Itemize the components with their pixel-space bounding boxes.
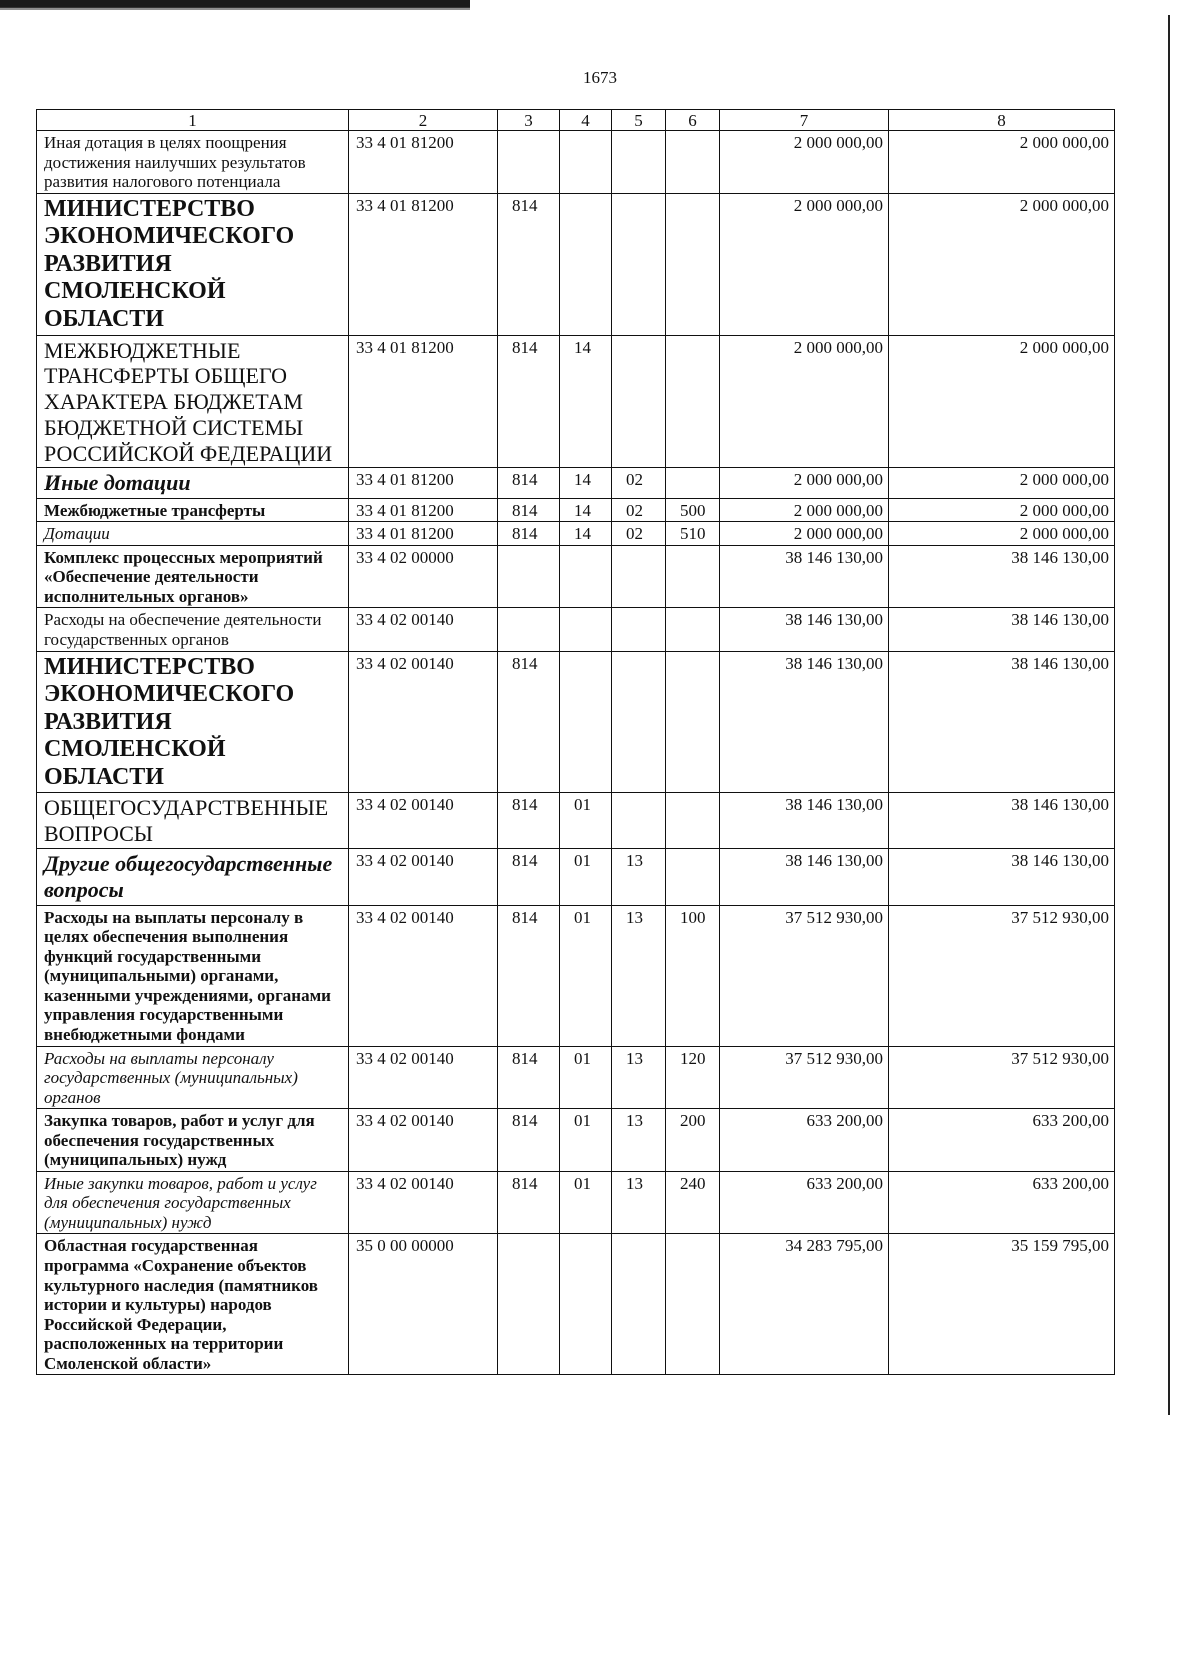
header-col-8: 8 bbox=[889, 110, 1115, 131]
section-code-cell bbox=[560, 545, 612, 608]
expense-type-cell bbox=[666, 468, 720, 498]
row-name-cell: МЕЖБЮДЖЕТНЫЕ ТРАНСФЕРТЫ ОБЩЕГО ХАРАКТЕРА БЮДЖЕТАМ БЮДЖЕТНОЙ СИСТЕМЫ РОССИЙСКОЙ ФЕДЕРАЦИИ bbox=[37, 335, 349, 468]
row-name-cell: Закупка товаров, работ и услуг для обеспечения государственных (муниципальных) нужд bbox=[37, 1109, 349, 1172]
subsection-code-cell: 13 bbox=[612, 848, 666, 905]
target-article-cell: 33 4 02 00140 bbox=[349, 793, 498, 848]
row-name-cell: Межбюджетные трансферты bbox=[37, 498, 349, 522]
ministry-code-cell: 814 bbox=[498, 522, 560, 546]
row-name-cell: МИНИСТЕРСТВО ЭКОНОМИЧЕСКОГО РАЗВИТИЯ СМОЛЕНСКОЙ ОБЛАСТИ bbox=[37, 651, 349, 793]
ministry-code-cell bbox=[498, 1234, 560, 1375]
table-row bbox=[37, 193, 1115, 335]
expense-type-cell: 120 bbox=[666, 1046, 720, 1109]
amount-year1-cell: 34 283 795,00 bbox=[720, 1234, 889, 1375]
table-row bbox=[37, 848, 1115, 905]
target-article-cell: 33 4 01 81200 bbox=[349, 522, 498, 546]
row-name-cell: Комплекс процессных мероприятий «Обеспечение деятельности исполнительных органов» bbox=[37, 545, 349, 608]
amount-year2-cell: 2 000 000,00 bbox=[889, 498, 1115, 522]
expense-type-cell bbox=[666, 335, 720, 468]
section-code-cell: 01 bbox=[560, 848, 612, 905]
target-article-cell: 33 4 02 00140 bbox=[349, 1046, 498, 1109]
amount-year1-cell: 38 146 130,00 bbox=[720, 793, 889, 848]
section-code-cell: 14 bbox=[560, 498, 612, 522]
header-col-6: 6 bbox=[666, 110, 720, 131]
expense-type-cell: 200 bbox=[666, 1109, 720, 1172]
row-name-cell: Иные закупки товаров, работ и услуг для обеспечения государственных (муниципальных) нужд bbox=[37, 1171, 349, 1234]
section-code-cell: 01 bbox=[560, 793, 612, 848]
header-col-7: 7 bbox=[720, 110, 889, 131]
table-row bbox=[37, 1109, 1115, 1172]
target-article-cell: 33 4 02 00140 bbox=[349, 608, 498, 651]
ministry-code-cell: 814 bbox=[498, 651, 560, 793]
header-col-5: 5 bbox=[612, 110, 666, 131]
amount-year2-cell: 38 146 130,00 bbox=[889, 608, 1115, 651]
section-code-cell: 01 bbox=[560, 1046, 612, 1109]
section-code-cell: 14 bbox=[560, 468, 612, 498]
ministry-code-cell: 814 bbox=[498, 498, 560, 522]
amount-year2-cell: 38 146 130,00 bbox=[889, 545, 1115, 608]
ministry-code-cell: 814 bbox=[498, 793, 560, 848]
target-article-cell: 33 4 02 00000 bbox=[349, 545, 498, 608]
target-article-cell: 33 4 02 00140 bbox=[349, 848, 498, 905]
expense-type-cell bbox=[666, 1234, 720, 1375]
subsection-code-cell bbox=[612, 651, 666, 793]
table-row bbox=[37, 905, 1115, 1046]
expense-type-cell: 240 bbox=[666, 1171, 720, 1234]
page-number: 1673 bbox=[583, 68, 617, 87]
subsection-code-cell bbox=[612, 608, 666, 651]
amount-year1-cell: 38 146 130,00 bbox=[720, 848, 889, 905]
table-row bbox=[37, 545, 1115, 608]
target-article-cell: 35 0 00 00000 bbox=[349, 1234, 498, 1375]
subsection-code-cell bbox=[612, 335, 666, 468]
amount-year1-cell: 2 000 000,00 bbox=[720, 468, 889, 498]
expense-type-cell: 510 bbox=[666, 522, 720, 546]
target-article-cell: 33 4 01 81200 bbox=[349, 131, 498, 194]
ministry-code-cell: 814 bbox=[498, 905, 560, 1046]
subsection-code-cell: 13 bbox=[612, 905, 666, 1046]
subsection-code-cell bbox=[612, 131, 666, 194]
header-col-4: 4 bbox=[560, 110, 612, 131]
amount-year1-cell: 38 146 130,00 bbox=[720, 545, 889, 608]
amount-year1-cell: 37 512 930,00 bbox=[720, 905, 889, 1046]
header-row bbox=[37, 110, 1115, 131]
amount-year2-cell: 2 000 000,00 bbox=[889, 131, 1115, 194]
row-name-cell: Расходы на выплаты персоналу государственных (муниципальных) органов bbox=[37, 1046, 349, 1109]
row-name-cell: Другие общегосударственные вопросы bbox=[37, 848, 349, 905]
header-col-1: 1 bbox=[37, 110, 349, 131]
expense-type-cell bbox=[666, 651, 720, 793]
subsection-code-cell: 13 bbox=[612, 1171, 666, 1234]
scan-edge-mark-shadow bbox=[0, 7, 470, 10]
amount-year1-cell: 2 000 000,00 bbox=[720, 498, 889, 522]
subsection-code-cell bbox=[612, 545, 666, 608]
section-code-cell bbox=[560, 1234, 612, 1375]
ministry-code-cell: 814 bbox=[498, 1109, 560, 1172]
target-article-cell: 33 4 02 00140 bbox=[349, 1109, 498, 1172]
amount-year2-cell: 38 146 130,00 bbox=[889, 651, 1115, 793]
row-name-cell: МИНИСТЕРСТВО ЭКОНОМИЧЕСКОГО РАЗВИТИЯ СМОЛЕНСКОЙ ОБЛАСТИ bbox=[37, 193, 349, 335]
amount-year1-cell: 2 000 000,00 bbox=[720, 522, 889, 546]
amount-year1-cell: 2 000 000,00 bbox=[720, 193, 889, 335]
subsection-code-cell: 02 bbox=[612, 522, 666, 546]
ministry-code-cell: 814 bbox=[498, 848, 560, 905]
section-code-cell bbox=[560, 131, 612, 194]
ministry-code-cell: 814 bbox=[498, 468, 560, 498]
ministry-code-cell: 814 bbox=[498, 335, 560, 468]
ministry-code-cell: 814 bbox=[498, 1171, 560, 1234]
table-row bbox=[37, 1171, 1115, 1234]
table-row bbox=[37, 468, 1115, 498]
row-name-cell: Иные дотации bbox=[37, 468, 349, 498]
expense-type-cell bbox=[666, 608, 720, 651]
amount-year1-cell: 38 146 130,00 bbox=[720, 608, 889, 651]
amount-year2-cell: 35 159 795,00 bbox=[889, 1234, 1115, 1375]
section-code-cell bbox=[560, 651, 612, 793]
amount-year2-cell: 38 146 130,00 bbox=[889, 793, 1115, 848]
section-code-cell: 01 bbox=[560, 1109, 612, 1172]
table-row bbox=[37, 335, 1115, 468]
amount-year2-cell: 37 512 930,00 bbox=[889, 1046, 1115, 1109]
amount-year1-cell: 633 200,00 bbox=[720, 1171, 889, 1234]
amount-year2-cell: 2 000 000,00 bbox=[889, 193, 1115, 335]
expense-type-cell bbox=[666, 131, 720, 194]
expense-type-cell bbox=[666, 545, 720, 608]
table-row bbox=[37, 1234, 1115, 1375]
subsection-code-cell: 13 bbox=[612, 1046, 666, 1109]
amount-year1-cell: 2 000 000,00 bbox=[720, 335, 889, 468]
target-article-cell: 33 4 02 00140 bbox=[349, 651, 498, 793]
subsection-code-cell bbox=[612, 193, 666, 335]
ministry-code-cell: 814 bbox=[498, 1046, 560, 1109]
expense-type-cell: 100 bbox=[666, 905, 720, 1046]
target-article-cell: 33 4 02 00140 bbox=[349, 1171, 498, 1234]
amount-year1-cell: 633 200,00 bbox=[720, 1109, 889, 1172]
amount-year2-cell: 633 200,00 bbox=[889, 1171, 1115, 1234]
table-row bbox=[37, 793, 1115, 848]
expense-type-cell bbox=[666, 193, 720, 335]
amount-year2-cell: 2 000 000,00 bbox=[889, 522, 1115, 546]
subsection-code-cell bbox=[612, 1234, 666, 1375]
section-code-cell: 14 bbox=[560, 335, 612, 468]
target-article-cell: 33 4 01 81200 bbox=[349, 468, 498, 498]
ministry-code-cell bbox=[498, 545, 560, 608]
budget-table bbox=[36, 109, 1115, 1375]
section-code-cell bbox=[560, 608, 612, 651]
ministry-code-cell bbox=[498, 608, 560, 651]
amount-year2-cell: 633 200,00 bbox=[889, 1109, 1115, 1172]
row-name-cell: Областная государственная программа «Сохранение объектов культурного наследия (памятников истории и культуры) народов Российской Федерации, расположенных на территории Смоленской области» bbox=[37, 1234, 349, 1375]
expense-type-cell bbox=[666, 793, 720, 848]
amount-year2-cell: 2 000 000,00 bbox=[889, 335, 1115, 468]
section-code-cell: 14 bbox=[560, 522, 612, 546]
row-name-cell: Расходы на выплаты персоналу в целях обеспечения выполнения функций государственными (муниципальными) органами, казенными учреждениями, органами управления государственными внебюджетными фондами bbox=[37, 905, 349, 1046]
section-code-cell bbox=[560, 193, 612, 335]
amount-year2-cell: 38 146 130,00 bbox=[889, 848, 1115, 905]
section-code-cell: 01 bbox=[560, 905, 612, 1046]
amount-year1-cell: 2 000 000,00 bbox=[720, 131, 889, 194]
table-row bbox=[37, 131, 1115, 194]
subsection-code-cell: 02 bbox=[612, 498, 666, 522]
amount-year1-cell: 37 512 930,00 bbox=[720, 1046, 889, 1109]
amount-year2-cell: 2 000 000,00 bbox=[889, 468, 1115, 498]
ministry-code-cell: 814 bbox=[498, 193, 560, 335]
target-article-cell: 33 4 01 81200 bbox=[349, 193, 498, 335]
table-row bbox=[37, 498, 1115, 522]
table-row bbox=[37, 1046, 1115, 1109]
subsection-code-cell: 02 bbox=[612, 468, 666, 498]
row-name-cell: Расходы на обеспечение деятельности государственных органов bbox=[37, 608, 349, 651]
subsection-code-cell: 13 bbox=[612, 1109, 666, 1172]
table-row bbox=[37, 608, 1115, 651]
table-row bbox=[37, 522, 1115, 546]
target-article-cell: 33 4 01 81200 bbox=[349, 498, 498, 522]
expense-type-cell: 500 bbox=[666, 498, 720, 522]
table-body bbox=[37, 131, 1115, 1375]
row-name-cell: Иная дотация в целях поощрения достижения наилучших результатов развития налогового потенциала bbox=[37, 131, 349, 194]
header-col-3: 3 bbox=[498, 110, 560, 131]
header-col-2: 2 bbox=[349, 110, 498, 131]
ministry-code-cell bbox=[498, 131, 560, 194]
target-article-cell: 33 4 01 81200 bbox=[349, 335, 498, 468]
subsection-code-cell bbox=[612, 793, 666, 848]
amount-year1-cell: 38 146 130,00 bbox=[720, 651, 889, 793]
section-code-cell: 01 bbox=[560, 1171, 612, 1234]
scan-edge-line bbox=[1168, 15, 1170, 1415]
table-row bbox=[37, 651, 1115, 793]
expense-type-cell bbox=[666, 848, 720, 905]
amount-year2-cell: 37 512 930,00 bbox=[889, 905, 1115, 1046]
target-article-cell: 33 4 02 00140 bbox=[349, 905, 498, 1046]
row-name-cell: ОБЩЕГОСУДАРСТВЕННЫЕ ВОПРОСЫ bbox=[37, 793, 349, 848]
row-name-cell: Дотации bbox=[37, 522, 349, 546]
